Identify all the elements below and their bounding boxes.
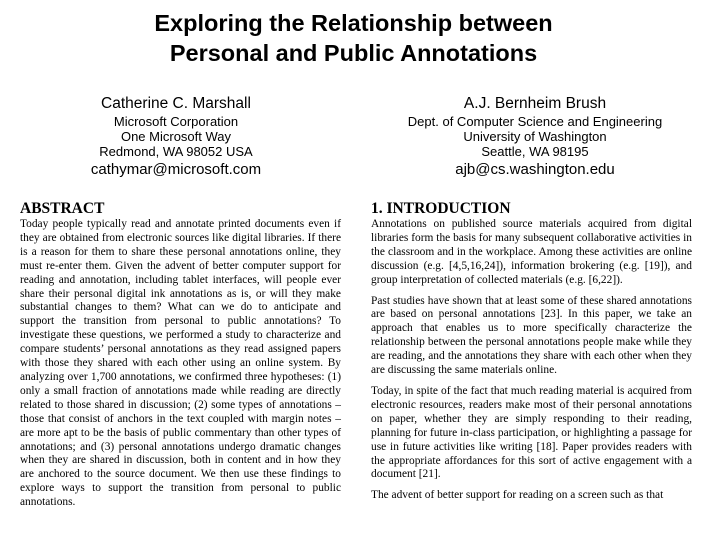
introduction-paragraph: Past studies have shown that at least some of these shared annotations are based on personal annotations [23]. In this paper, we take an approach that enables us to more specifically characterize the relationship between the personal annotations people make while they are reading, and the annotations they share with each other when they are discussing the same materials online. — [371, 294, 692, 377]
author-name: Catherine C. Marshall — [101, 95, 251, 112]
author-email: ajb@cs.washington.edu — [455, 161, 615, 178]
paper-title — [0, 8, 707, 68]
author-affiliation-line: Seattle, WA 98195 — [481, 144, 589, 159]
introduction-section — [371, 200, 692, 503]
paper-title-line-1: Exploring the Relationship between — [154, 10, 553, 36]
abstract-heading: ABSTRACT — [20, 200, 105, 217]
introduction-paragraph: Today, in spite of the fact that much reading material is acquired from electronic resources, readers make most of their personal annotations on paper, whether they are simply responding to their reading, planning for future in-class participation, or highlighting a passage for use in future activities like writing [18]. Paper provides readers with the appropriate affordances for this sort of active engagement with a document [21]. — [371, 384, 692, 481]
author-affiliation-line: Microsoft Corporation — [113, 114, 239, 129]
author-affiliation-line: Dept. of Computer Science and Engineering — [407, 114, 663, 129]
introduction-paragraph: Annotations on published source materials acquired from digital libraries form the basis for many subsequent collaborative activities in the classroom and in the workplace. Among these activities are online discussion (e.g. [4,5,16,24]), information brokering (e.g. [19]), and group interpretation of collected materials (e.g. [6,22]). — [371, 218, 692, 286]
introduction-heading: 1. INTRODUCTION — [371, 200, 511, 217]
author-block-brush — [385, 94, 685, 179]
author-email: cathymar@microsoft.com — [90, 161, 262, 178]
author-block-marshall — [66, 94, 286, 179]
author-name: A.J. Bernheim Brush — [463, 95, 607, 112]
author-affiliation-line: One Microsoft Way — [120, 129, 232, 144]
introduction-paragraph: The advent of better support for reading on a screen such as that — [371, 489, 664, 502]
abstract-section — [20, 200, 341, 510]
author-affiliation-line: Redmond, WA 98052 USA — [99, 144, 253, 159]
abstract-text: Today people typically read and annotate printed documents even if they are obtained from electronic sources like digital libraries. If there is a reason for them to share these personal annotations online, they must re-enter them. Given the advent of better computer support for reading and annotation, including tablet interfaces, will people ever share their personal digital ink annotations as is, or will they make substantial changes to them? What can we do to anticipate and support the transition from personal to public annotations? To investigate these questions, we performed a study to characterize and compare students’ personal annotations as they read assigned papers with those they shared with each other using an online system. By analyzing over 1,700 annotations, we confirmed three hypotheses: (1) only a small fraction of annotations made while reading are directly related to those shared in discussion; (2) some types of annotations – those that consist of anchors in the text coupled with margin notes – are more apt to be the basis of public commentary than other types of annotations; and (3) personal annotations undergo dramatic changes when they are shared in discussion, both in content and in how they are anchored to the source document. We then use these findings to explore ways to support the transition from personal to public annotations. — [20, 218, 341, 509]
paper-title-line-2: Personal and Public Annotations — [169, 40, 538, 66]
author-affiliation-line: University of Washington — [463, 129, 607, 144]
